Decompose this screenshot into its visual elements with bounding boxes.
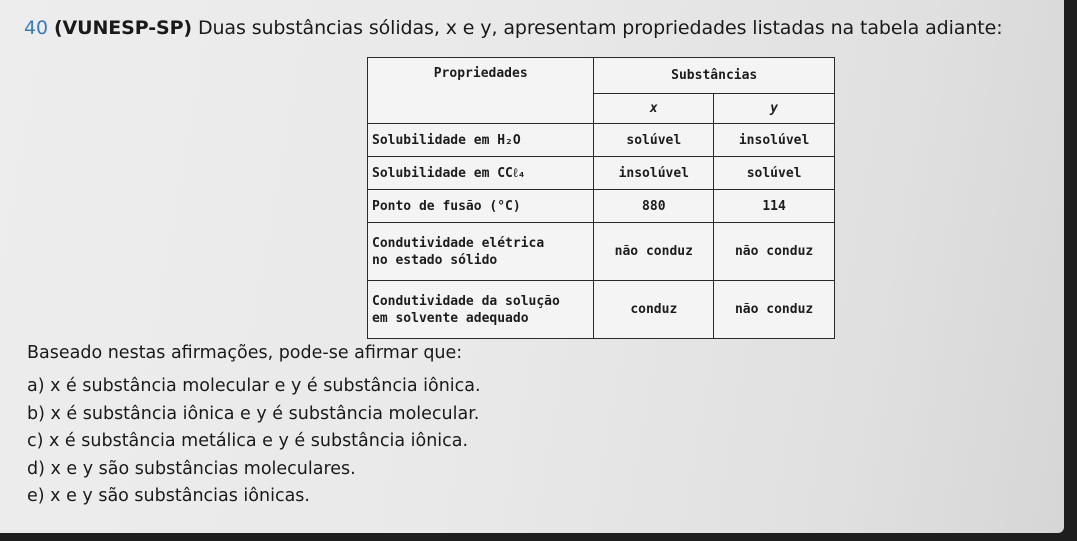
question-title (24, 17, 1003, 39)
value-y-cell: 114 (714, 190, 835, 223)
answer-options (27, 373, 481, 511)
table-header-row (368, 58, 835, 94)
value-y-cell: não conduz (714, 281, 835, 339)
value-y-cell: solúvel (714, 157, 835, 190)
value-x-cell: não conduz (594, 223, 714, 281)
property-cell (368, 223, 594, 281)
option-e[interactable]: e) x e y são substâncias iônicas. (27, 486, 310, 506)
table-row (368, 124, 835, 157)
header-substances: Substâncias (594, 58, 835, 94)
header-col-y: y (714, 94, 835, 124)
table-row (368, 157, 835, 190)
property-line-1: Condutividade da solução (372, 293, 560, 309)
option-d[interactable]: d) x e y são substâncias moleculares. (27, 458, 356, 479)
properties-table (367, 57, 835, 339)
value-x-cell: 880 (594, 190, 714, 223)
question-source: (VUNESP-SP) (53, 17, 192, 39)
property-cell: Solubilidade em CCℓ₄ (368, 157, 594, 190)
property-line-1: Condutividade elétrica (372, 235, 545, 251)
value-x-cell: conduz (594, 281, 714, 339)
table-row (368, 223, 835, 281)
question-statement: Duas substâncias sólidas, x e y, apresentam propriedades listadas na tabela adiante: (192, 17, 1003, 39)
property-cell (368, 281, 594, 339)
property-cell: Solubilidade em H₂O (368, 124, 594, 157)
question-number: 40 (24, 17, 48, 39)
property-line-2: em solvente adequado (372, 310, 529, 326)
value-y-cell: insolúvel (714, 124, 835, 157)
value-x-cell: insolúvel (594, 157, 714, 190)
table-row (368, 281, 835, 339)
property-cell: Ponto de fusão (°C) (368, 190, 594, 223)
header-properties: Propriedades (368, 58, 594, 124)
question-intro: Baseado nestas afirmações, pode-se afirmar que: (27, 343, 463, 363)
option-b[interactable]: b) x é substância iônica e y é substância molecular. (27, 403, 480, 424)
option-a[interactable]: a) x é substância molecular e y é substância iônica. (27, 376, 481, 396)
property-line-2: no estado sólido (372, 252, 498, 268)
header-col-x: x (594, 94, 714, 124)
option-c[interactable]: c) x é substância metálica e y é substância iônica. (27, 431, 469, 451)
table-row (368, 190, 835, 223)
value-y-cell: não conduz (714, 223, 835, 281)
value-x-cell: solúvel (594, 124, 714, 157)
